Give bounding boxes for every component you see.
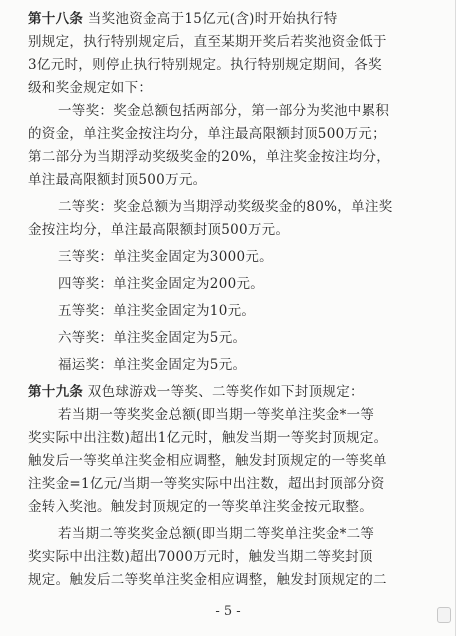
article-19-line-6: 金转入奖池。触发封顶规定的一等奖单注奖金按元取整。 [28, 499, 373, 516]
third-prize-line: 三等奖：单注奖金固定为3000元。 [58, 249, 273, 266]
article-19-line-9: 规定。触发后二等奖单注奖金相应调整，触发封顶规定的二 [28, 572, 387, 589]
article-19-line-2: 若当期一等奖奖金总额(即当期一等奖单注奖金*一等 [58, 407, 375, 424]
article-19-line-7: 若当期二等奖奖金总额(即当期二等奖单注奖金*二等 [58, 526, 375, 543]
article-19-text-1: 双色球游戏一等奖、二等奖作如下封顶规定： [83, 384, 364, 401]
article-19-line-4: 触发后一等奖单注奖金相应调整，触发封顶规定的一等奖单 [28, 453, 387, 470]
fortune-prize-line: 福运奖：单注奖金固定为5元。 [58, 357, 247, 374]
article-19-line-3: 奖实际中出注数)超出1亿元时，触发当期一等奖封顶规定。 [28, 430, 388, 447]
corner-tab-icon [437, 607, 451, 623]
document-body [28, 8, 438, 592]
first-prize-line-4: 单注最高限额封顶500万元。 [28, 172, 207, 189]
second-prize-line-1: 二等奖：奖金总额为当期浮动奖级奖金的80%，单注奖 [58, 199, 393, 216]
second-prize-line-2: 金按注均分，单注最高限额封顶500万元。 [28, 222, 290, 239]
article-18-line-2: 别规定，执行特别规定后，直至某期开奖后若奖池资金低于 [28, 34, 387, 51]
article-18-heading: 第十八条 [28, 11, 84, 27]
article-18-line-1 [28, 8, 438, 31]
fourth-prize-line: 四等奖：单注奖金固定为200元。 [58, 276, 265, 293]
article-18-line-3: 3亿元时，则停止执行特别规定。执行特别规定期间，各奖 [28, 57, 382, 74]
article-19-line-8: 奖实际中出注数)超出7000万元时，触发当期二等奖封顶 [28, 549, 373, 566]
page-number: - 5 - [215, 604, 241, 619]
first-prize-line-1: 一等奖：奖金总额包括两部分，第一部分为奖池中累积 [58, 103, 390, 120]
sixth-prize-line: 六等奖：单注奖金固定为5元。 [58, 330, 247, 347]
article-19-line-5: 注奖金=1亿元/当期一等奖实际中出注数，超出封顶部分资 [28, 476, 385, 493]
article-19-line-1 [28, 381, 438, 404]
article-19-heading: 第十九条 [28, 384, 84, 401]
first-prize-line-2: 的资金，单注奖金按注均分，单注最高限额封顶500万元； [28, 126, 386, 143]
fifth-prize-line: 五等奖：单注奖金固定为10元。 [58, 303, 256, 320]
article-18-text-1: 当奖池资金高于15亿元(含)时开始执行特 [83, 11, 338, 27]
first-prize-line-3: 第二部分为当期浮动奖级奖金的20%，单注奖金按注均分， [28, 149, 391, 166]
article-18-line-4: 级和奖金规定如下： [28, 80, 153, 97]
